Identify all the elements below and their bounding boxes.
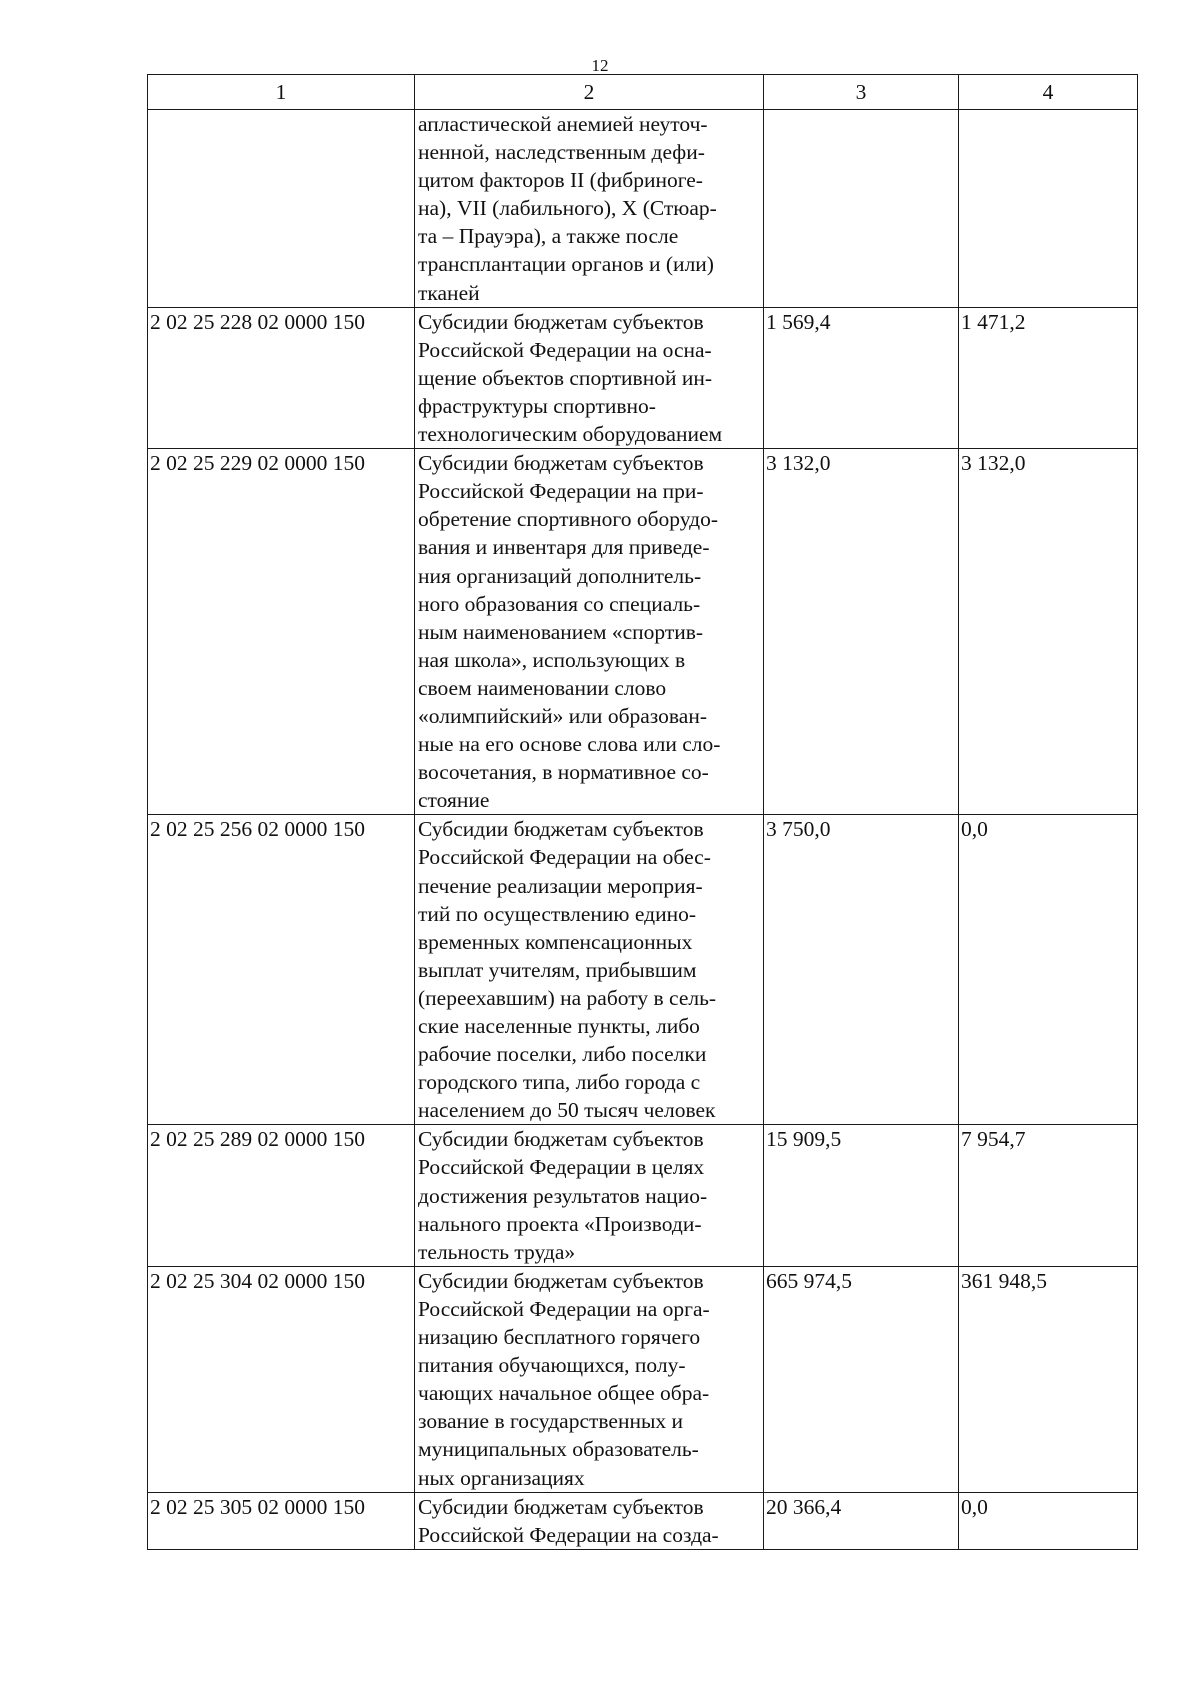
description-line: Российской Федерации на осна- [418, 337, 712, 362]
description-line: ных организациях [418, 1465, 585, 1490]
description-line: своем наименовании слово [418, 675, 667, 700]
table-row [148, 1125, 1138, 1266]
description-line: трансплантации органов и (или) [418, 252, 714, 277]
description-line: щение объектов спортивной ин- [418, 365, 713, 390]
description-line: Российской Федерации на обес- [418, 845, 711, 870]
description-line: нального проекта «Производи- [418, 1211, 702, 1236]
budget-classification-code: 2 02 25 229 02 0000 150 [148, 449, 415, 815]
amount-column-4: 0,0 [959, 815, 1138, 1125]
description-line: Российской Федерации на при- [418, 479, 704, 504]
table-row [148, 815, 1138, 1125]
amount-column-3: 665 974,5 [764, 1266, 959, 1492]
budget-revenue-table [147, 74, 1138, 1550]
description-line: ские населенные пункты, либо [418, 1014, 700, 1038]
description-line: печение реализации мероприя- [418, 873, 703, 898]
budget-classification-code: 2 02 25 305 02 0000 150 [148, 1492, 415, 1549]
budget-classification-code: 2 02 25 228 02 0000 150 [148, 307, 415, 448]
amount-column-4: 0,0 [959, 1492, 1138, 1549]
description-line: ная школа», использующих в [418, 647, 686, 672]
budget-classification-code [148, 110, 415, 308]
description-line: «олимпийский» или образован- [418, 703, 707, 728]
amount-column-4: 3 132,0 [959, 449, 1138, 815]
table-row [148, 449, 1138, 815]
description-line: питания обучающихся, полу- [418, 1353, 686, 1378]
description-line: муниципальных образователь- [418, 1437, 699, 1462]
description-line: стояние [418, 788, 490, 813]
description-line: городского типа, либо города с [418, 1070, 701, 1095]
table-row [148, 307, 1138, 448]
amount-column-4: 361 948,5 [959, 1266, 1138, 1492]
page-number: 12 [591, 56, 609, 75]
description-line: Российской Федерации на орга- [418, 1296, 710, 1321]
description-line: Субсидии бюджетам субъектов [418, 309, 704, 334]
description-line: ния организаций дополнитель- [418, 563, 702, 588]
budget-classification-code: 2 02 25 256 02 0000 150 [148, 815, 415, 1125]
amount-column-3: 15 909,5 [764, 1125, 959, 1266]
description-line: населением до 50 тысяч человек [418, 1098, 716, 1123]
revenue-description [415, 1492, 764, 1549]
description-line: зование в государственных и [418, 1409, 684, 1434]
description-line: Российской Федерации в целях [418, 1155, 705, 1180]
table-row [148, 1266, 1138, 1492]
description-line: технологическим оборудованием [418, 422, 723, 447]
table-row [148, 110, 1138, 308]
description-line: тельность труда» [418, 1239, 576, 1264]
budget-classification-code: 2 02 25 289 02 0000 150 [148, 1125, 415, 1266]
column-number-2: 2 [415, 75, 764, 110]
amount-column-4 [959, 110, 1138, 308]
column-number-3: 3 [764, 75, 959, 110]
description-line: цитом факторов II (фибриноге- [418, 168, 703, 193]
description-line: тий по осуществлению едино- [418, 901, 696, 926]
description-line: восочетания, в нормативное со- [418, 760, 709, 785]
table-row [148, 1492, 1138, 1549]
description-line: рабочие поселки, либо поселки [418, 1042, 707, 1067]
amount-column-4: 7 954,7 [959, 1125, 1138, 1266]
description-line: ненной, наследственным дефи- [418, 140, 705, 165]
description-line: чающих начальное общее обра- [418, 1381, 710, 1406]
description-line: Субсидии бюджетам субъектов [418, 1494, 704, 1519]
description-line: та – Прауэра), а также после [418, 224, 679, 249]
description-line: низацию бесплатного горячего [418, 1325, 701, 1350]
description-line: Субсидии бюджетам субъектов [418, 451, 704, 476]
description-line: достижения результатов нацио- [418, 1183, 708, 1208]
description-line: Субсидии бюджетам субъектов [418, 1127, 704, 1152]
description-line: фраструктуры спортивно- [418, 393, 656, 418]
revenue-description [415, 815, 764, 1125]
column-number-1: 1 [148, 75, 415, 110]
description-line: на), VII (лабильного), X (Стюар- [418, 196, 717, 221]
description-line: обретение спортивного оборудо- [418, 507, 718, 532]
description-line: Российской Федерации на созда- [418, 1522, 719, 1547]
description-line: ные на его основе слова или сло- [418, 732, 721, 757]
revenue-description [415, 449, 764, 815]
description-line: вания и инвентаря для приведе- [418, 535, 710, 560]
description-line: Субсидии бюджетам субъектов [418, 817, 704, 842]
table-header-row [148, 75, 1138, 110]
description-line: выплат учителям, прибывшим [418, 957, 697, 982]
column-number-4: 4 [959, 75, 1138, 110]
description-line: временных компенсационных [418, 929, 693, 954]
amount-column-3: 3 132,0 [764, 449, 959, 815]
amount-column-3: 1 569,4 [764, 307, 959, 448]
revenue-description [415, 1125, 764, 1266]
budget-classification-code: 2 02 25 304 02 0000 150 [148, 1266, 415, 1492]
description-line: ным наименованием «спортив- [418, 619, 704, 644]
revenue-description [415, 1266, 764, 1492]
description-line: тканей [418, 280, 480, 305]
description-line: (переехавшим) на работу в сель- [418, 985, 717, 1010]
amount-column-4: 1 471,2 [959, 307, 1138, 448]
revenue-description [415, 307, 764, 448]
amount-column-3: 20 366,4 [764, 1492, 959, 1549]
amount-column-3 [764, 110, 959, 308]
amount-column-3: 3 750,0 [764, 815, 959, 1125]
description-line: апластической анемией неуточ- [418, 112, 708, 136]
description-line: Субсидии бюджетам субъектов [418, 1268, 704, 1293]
description-line: ного образования со специаль- [418, 591, 701, 616]
revenue-description [415, 110, 764, 308]
